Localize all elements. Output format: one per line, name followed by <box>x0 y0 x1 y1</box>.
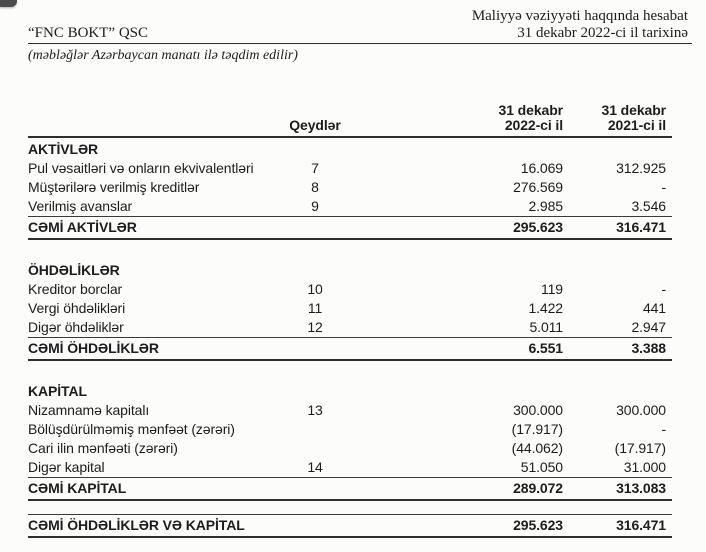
report-date: 31 dekabr 2022-ci il tarixinə <box>517 25 688 41</box>
row-label: Müştərilərə verilmiş kreditlər <box>28 179 200 195</box>
row-value-2021: 3.388 <box>631 340 666 356</box>
table-row <box>28 160 672 179</box>
row-note: 9 <box>311 198 319 214</box>
row-label: Nizamnamə kapitalı <box>28 402 150 418</box>
header-underline <box>28 25 692 44</box>
row-label: Pul vəsaitləri və onların ekvivalentləri <box>28 160 254 176</box>
row-note: 7 <box>311 160 319 176</box>
row-value-2021: 3.546 <box>631 198 666 214</box>
report-title: Maliyyə vəziyyəti haqqında hesabat <box>471 8 688 24</box>
header-notes: Qeydlər <box>289 117 341 133</box>
row-value-2022: 2.985 <box>528 198 563 214</box>
row-label: AKTİVLƏR <box>28 141 99 157</box>
row-value-2021: 300.000 <box>616 402 666 418</box>
balance-sheet-table <box>28 100 672 538</box>
row-value-2021: 316.471 <box>616 517 666 533</box>
row-value-2021: 313.083 <box>616 480 666 496</box>
row-label: Digər kapital <box>28 459 105 475</box>
table-row <box>28 440 672 459</box>
row-value-2022: 16.069 <box>520 160 563 176</box>
row-value-2022: 289.072 <box>513 480 563 496</box>
row-label: CƏMİ ÖHDƏLİKLƏR <box>28 340 159 356</box>
section-gap <box>28 501 672 514</box>
row-value-2022: 1.422 <box>528 300 563 316</box>
row-note: 10 <box>307 281 323 297</box>
row-value-2022: 295.623 <box>513 219 563 235</box>
row-note <box>280 356 350 359</box>
company-name: “FNC BOKT” QSC <box>28 25 149 41</box>
header-2021: 31 dekabr 2021-ci il <box>601 102 666 133</box>
row-label: ÖHDƏLİKLƏR <box>28 262 120 278</box>
table-row <box>28 138 672 160</box>
row-value-2022: 276.569 <box>513 179 563 195</box>
row-label: Digər öhdəliklər <box>28 319 124 335</box>
table-row <box>28 300 672 319</box>
table-row <box>28 319 672 338</box>
table-header-row <box>28 100 672 138</box>
header-2022: 31 dekabr 2022-ci il <box>498 102 563 133</box>
row-note <box>280 235 350 238</box>
currency-note: (məbləğlər Azərbaycan manatı ilə təqdim edilir) <box>28 48 298 63</box>
row-label: CƏMİ ÖHDƏLİKLƏR VƏ KAPİTAL <box>28 517 245 533</box>
row-note: 11 <box>307 300 323 316</box>
table-rows <box>28 138 672 538</box>
row-value-2022: (44.062) <box>511 440 563 456</box>
row-note: 8 <box>311 179 319 195</box>
scan-artifact <box>0 0 17 7</box>
row-note: 13 <box>307 402 323 418</box>
row-note: 12 <box>307 319 323 335</box>
table-row <box>28 402 672 421</box>
section-gap <box>28 240 672 259</box>
row-label: CƏMİ KAPİTAL <box>28 480 127 496</box>
row-value-2021: (17.917) <box>614 440 666 456</box>
table-row <box>28 514 672 538</box>
row-label: KAPİTAL <box>28 383 87 399</box>
row-label: Cari ilin mənfəəti (zərəri) <box>28 440 178 456</box>
row-value-2022: 295.623 <box>513 517 563 533</box>
table-row <box>28 179 672 198</box>
row-value-2021: 316.471 <box>616 219 666 235</box>
row-label: Bölüşdürülməmiş mənfəət (zərəri) <box>28 421 235 437</box>
row-value-2022: 119 <box>540 281 563 297</box>
row-value-2022: 6.551 <box>528 340 563 356</box>
row-note <box>280 437 350 440</box>
row-value-2021: 31.000 <box>623 459 666 475</box>
row-label: Kreditor borclar <box>28 281 123 297</box>
table-row <box>28 217 672 240</box>
row-value-2021: 441 <box>642 300 666 316</box>
row-value-2022: 300.000 <box>513 402 563 418</box>
row-note: 14 <box>307 459 323 475</box>
row-value-2022: 5.011 <box>529 319 563 335</box>
table-row <box>28 259 672 281</box>
table-row <box>28 198 672 217</box>
row-value-2021: - <box>661 179 666 195</box>
row-label: Vergi öhdəlikləri <box>28 300 126 316</box>
table-row <box>28 421 672 440</box>
table-row <box>28 380 672 402</box>
row-value-2021: - <box>661 421 666 437</box>
row-value-2021: - <box>661 281 666 297</box>
row-note <box>280 533 350 536</box>
row-label: Verilmiş avanslar <box>28 198 133 214</box>
table-row <box>28 338 672 361</box>
table-row <box>28 459 672 478</box>
row-value-2021: 2.947 <box>631 319 666 335</box>
row-value-2022: 51.050 <box>520 459 563 475</box>
row-value-2022: (17.917) <box>511 421 563 437</box>
table-row <box>28 478 672 501</box>
row-value-2021: 312.925 <box>616 160 666 176</box>
table-row <box>28 281 672 300</box>
section-gap <box>28 361 672 380</box>
row-label: CƏMİ AKTİVLƏR <box>28 219 137 235</box>
row-note <box>280 496 350 499</box>
